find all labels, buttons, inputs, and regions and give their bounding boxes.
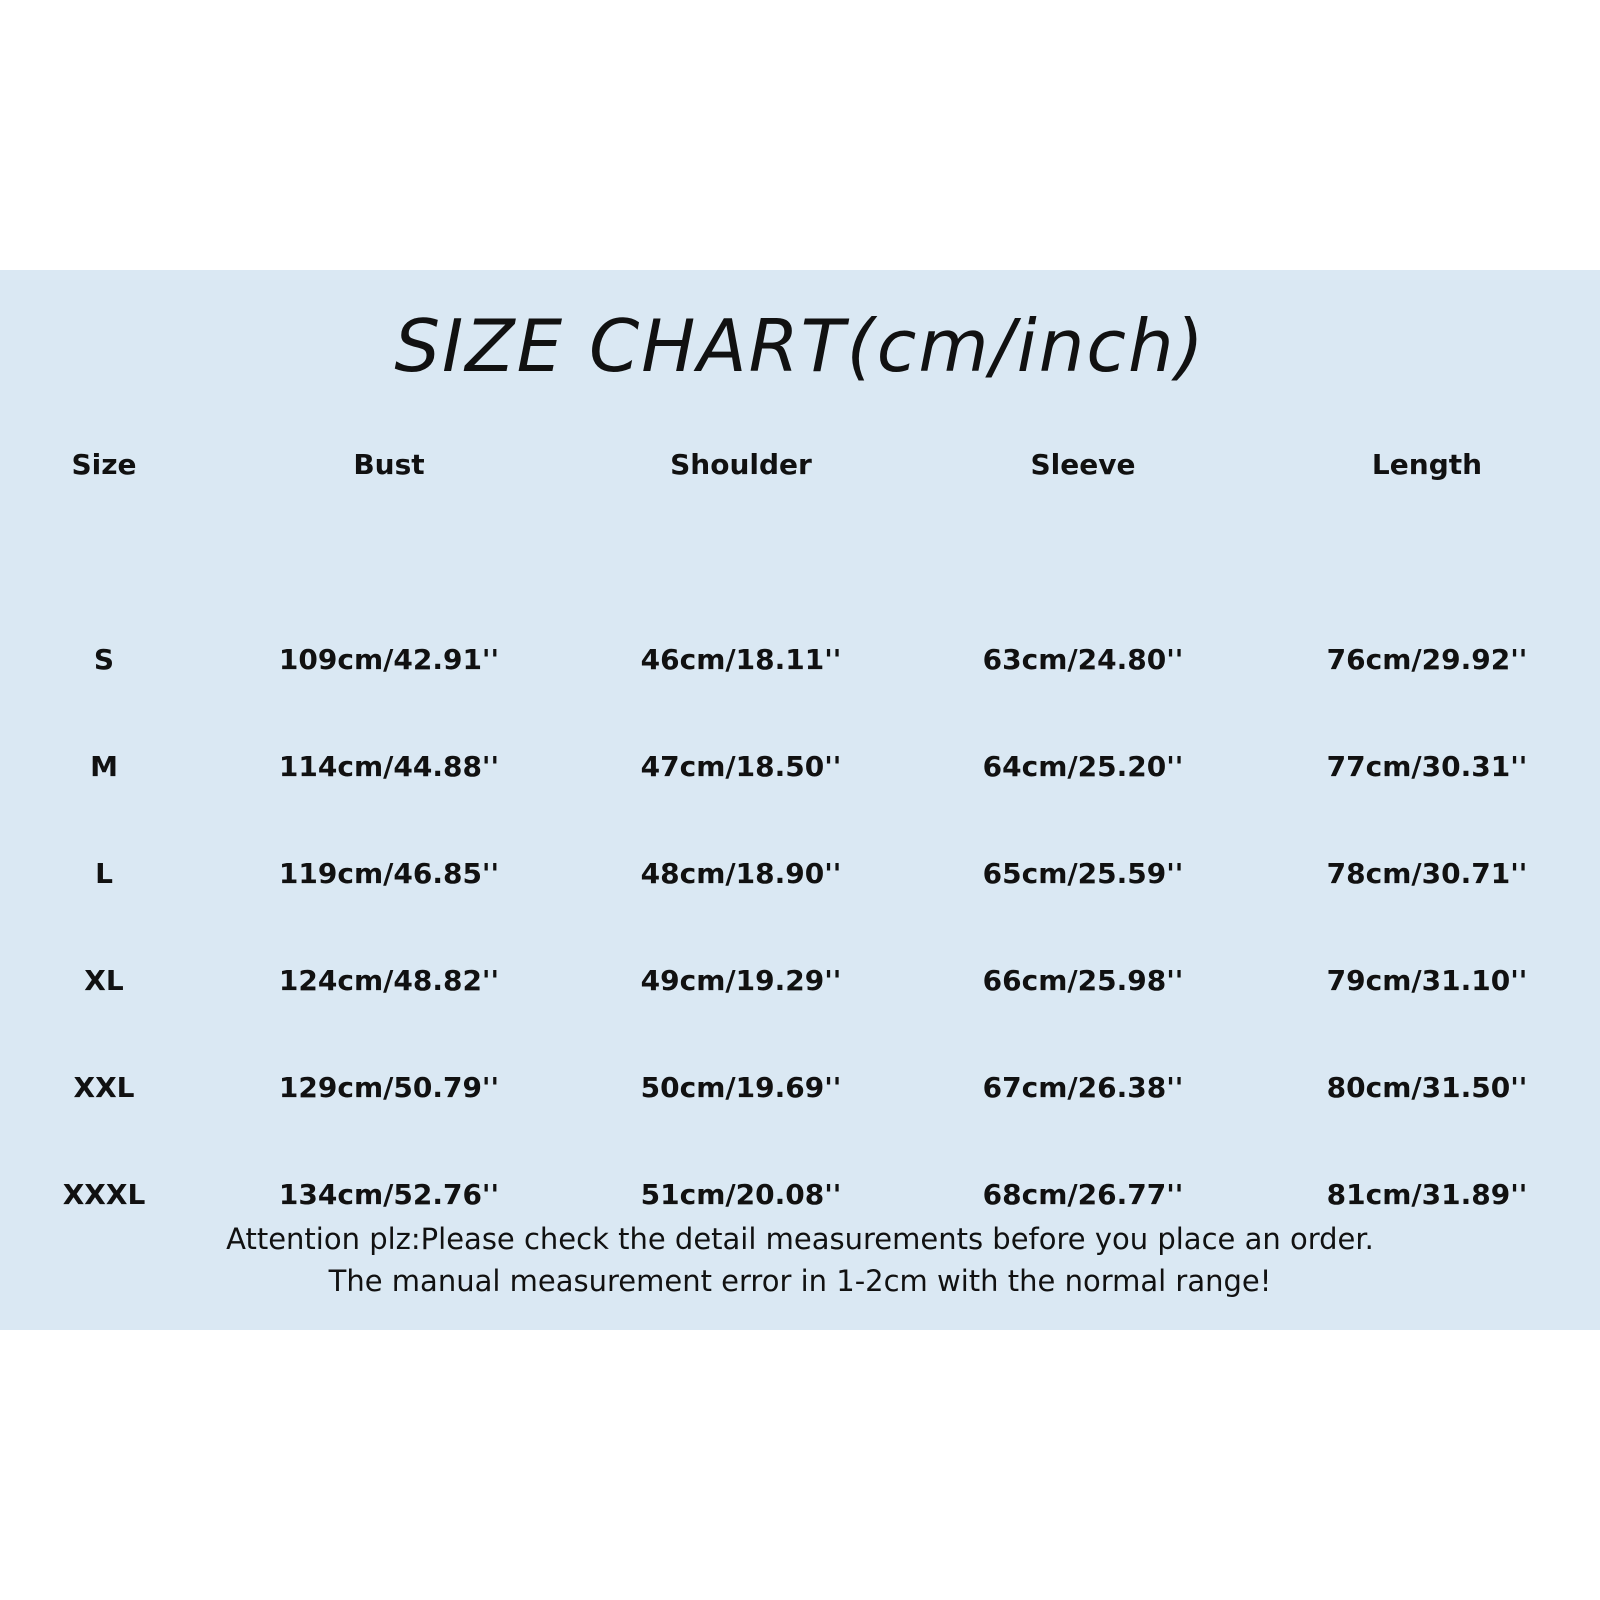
header-sleeve: Sleeve — [1030, 448, 1136, 481]
size-table — [0, 438, 1600, 1248]
cell-bust: 129cm/50.79'' — [278, 1071, 500, 1104]
cell-sleeve: 64cm/25.20'' — [982, 750, 1184, 783]
cell-shoulder: 47cm/18.50'' — [640, 750, 842, 783]
header-shoulder: Shoulder — [670, 448, 812, 481]
table-row — [0, 927, 1600, 1034]
attention-note-line-1: Attention plz:Please check the detail measurements before you place an order. — [226, 1222, 1374, 1256]
cell-length: 77cm/30.31'' — [1326, 750, 1528, 783]
cell-shoulder: 49cm/19.29'' — [640, 964, 842, 997]
header-bust: Bust — [353, 448, 425, 481]
cell-shoulder: 50cm/19.69'' — [640, 1071, 842, 1104]
cell-shoulder: 51cm/20.08'' — [640, 1178, 842, 1211]
cell-shoulder: 46cm/18.11'' — [640, 643, 842, 676]
cell-sleeve: 66cm/25.98'' — [982, 964, 1184, 997]
cell-bust: 119cm/46.85'' — [278, 857, 500, 890]
cell-sleeve: 68cm/26.77'' — [982, 1178, 1184, 1211]
attention-note — [0, 1218, 1600, 1302]
cell-sleeve: 63cm/24.80'' — [982, 643, 1184, 676]
cell-size: S — [93, 643, 115, 676]
header-length: Length — [1371, 448, 1483, 481]
table-header-row — [0, 438, 1600, 606]
table-row — [0, 606, 1600, 713]
cell-bust: 114cm/44.88'' — [278, 750, 500, 783]
cell-length: 78cm/30.71'' — [1326, 857, 1528, 890]
cell-size: M — [90, 750, 118, 783]
cell-sleeve: 65cm/25.59'' — [982, 857, 1184, 890]
cell-length: 80cm/31.50'' — [1326, 1071, 1528, 1104]
cell-length: 76cm/29.92'' — [1326, 643, 1528, 676]
cell-length: 79cm/31.10'' — [1326, 964, 1528, 997]
cell-size: XXL — [73, 1071, 135, 1104]
cell-length: 81cm/31.89'' — [1326, 1178, 1528, 1211]
cell-bust: 124cm/48.82'' — [278, 964, 500, 997]
cell-size: XXXL — [62, 1178, 146, 1211]
cell-shoulder: 48cm/18.90'' — [640, 857, 842, 890]
cell-sleeve: 67cm/26.38'' — [982, 1071, 1184, 1104]
table-row — [0, 713, 1600, 820]
cell-bust: 109cm/42.91'' — [278, 643, 500, 676]
size-chart-title: SIZE CHART(cm/inch) — [394, 304, 1206, 388]
header-size: Size — [71, 448, 137, 481]
size-chart-panel — [0, 270, 1600, 1330]
table-row — [0, 820, 1600, 927]
cell-bust: 134cm/52.76'' — [278, 1178, 500, 1211]
cell-size: XL — [84, 964, 124, 997]
table-row — [0, 1034, 1600, 1141]
cell-size: L — [95, 857, 113, 890]
attention-note-line-2: The manual measurement error in 1-2cm with the normal range! — [328, 1264, 1272, 1298]
